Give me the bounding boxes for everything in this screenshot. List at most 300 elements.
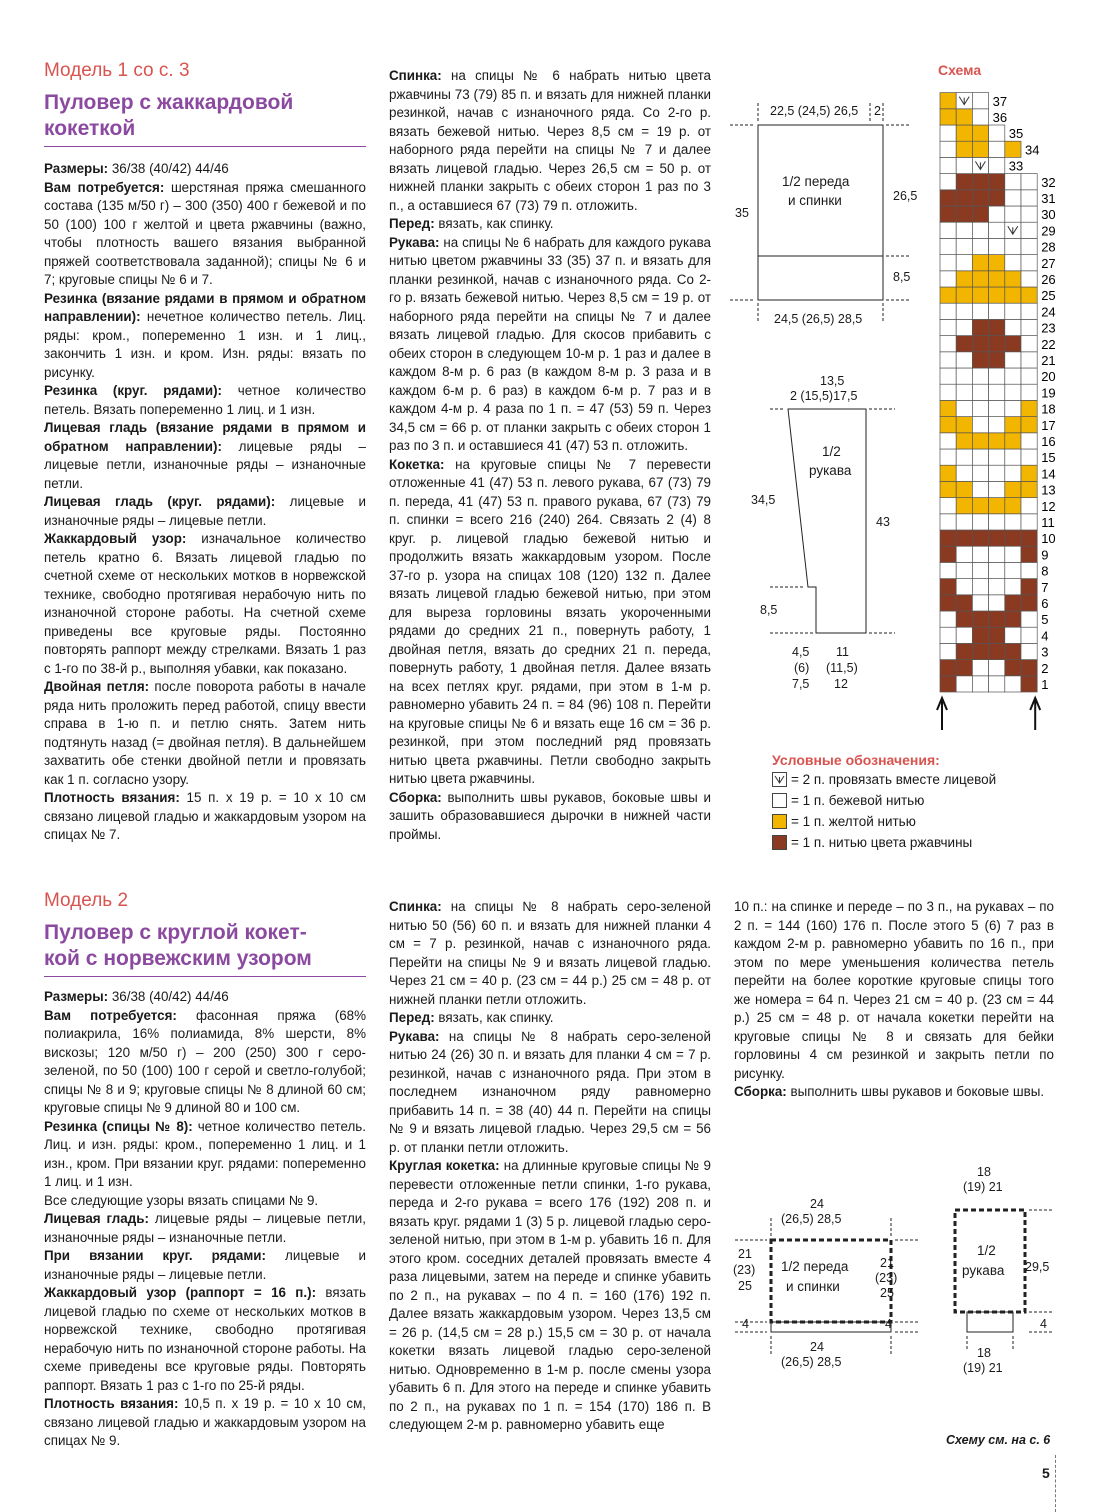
rust-swatch [772,835,787,850]
chart-cell [1005,676,1021,692]
paragraph-heading: Резинка (вязание рядами в прямом и обратном направлении): [44,290,366,324]
chart-cell [1021,481,1037,497]
chart-cell [1021,676,1037,692]
chart-cell [956,141,972,157]
chart-row-number: 8 [1041,563,1049,579]
chart-cell [956,660,972,676]
chart-cell [956,514,972,530]
chart-cell [989,433,1005,449]
legend-title: Условные обозначения: [772,752,940,768]
chart-cell [989,530,1005,546]
chart-cell [956,481,972,497]
chart-cell [1005,465,1021,481]
chart-cell [1021,206,1037,222]
m2-sleeve-top-2: (19) 21 [963,1180,1003,1194]
repeat-arrow-icon [937,698,947,730]
m2-sleeve-right-4: 4 [1040,1317,1047,1331]
chart-cell [956,627,972,643]
chart-cell [956,336,972,352]
chart-cell [972,238,988,254]
paragraph-heading: Перед: [389,1010,435,1025]
paragraph-text: нечетное количество петель. Лиц. ряды: кром., попеременно 1 изн. и 1 лиц., закончить 1 изн. и кром. Изн. ряды: вязать по рисунку. [44,309,366,380]
chart-cell [1021,303,1037,319]
paragraph-text: 36/38 (40/42) 44/46 [108,161,229,176]
chart-row-number: 7 [1041,579,1049,595]
chart-cell [940,514,956,530]
sleeve-top-1: 13,5 [820,374,845,388]
chart-cell [940,417,956,433]
chart-cell [1005,627,1021,643]
model2-title-line1: Пуловер с круглой кокет- [44,921,307,944]
paragraph [44,1247,366,1284]
chart-cell [1021,627,1037,643]
chart-cell [940,336,956,352]
chart-cell [989,595,1005,611]
chart-cell [989,400,1005,416]
chart-cell [940,93,956,109]
chart-cell [989,481,1005,497]
paragraph-text: вязать, как спинку. [434,216,554,231]
chart-cell [940,222,956,238]
paragraph-text: изначальное количество петель кратно 6. Вязать лицевой гладью по счетной схеме от нескольких мотков в норвежской технике, свободно протягивая нерабочую нить по изнаночной стороне работы. На счетной схеме приведены все круговые ряды. Постоянно повторять раппорт между стрелками. Вязать 1 раз с 1-го по 38-й р., выполняя убавки, как показано. [44,531,366,676]
chart-cell [956,546,972,562]
paragraph-heading: Плотность вязания: [44,1396,179,1411]
chart-cell [989,125,1005,141]
chart-cell [989,303,1005,319]
chart-cell [1021,352,1037,368]
chart-cell [940,157,956,173]
model1-number: Модель 1 со с. 3 [44,60,190,81]
paragraph-heading: Двойная петля: [44,679,150,694]
chart-cell [940,303,956,319]
chart-cell [989,384,1005,400]
chart-cell [972,546,988,562]
paragraph [389,1009,711,1028]
chart-cell [972,384,988,400]
chart-cell [1021,595,1037,611]
chart-cell [1005,643,1021,659]
paragraph [44,1284,366,1395]
sleeve-bottom-2b: (11,5) [826,661,858,675]
m2-sleeve-bottom-1: 18 [977,1346,991,1360]
chart-cell [972,465,988,481]
m2-body-bottom-2: (26,5) 28,5 [781,1355,842,1369]
chart-cell [972,530,988,546]
chart-cell [956,611,972,627]
chart-cell [956,238,972,254]
paragraph-heading: Сборка: [389,789,442,805]
chart-cell [1021,514,1037,530]
chart-cell [989,627,1005,643]
chart-cell [956,222,972,238]
chart-cell [972,352,988,368]
chart-cell [989,174,1005,190]
chart-cell [1005,336,1021,352]
chart-cell [1005,174,1021,190]
paragraph-text: лицевые ряды – лицевые петли, изнаночные ряды – изнаночные петли. [44,1211,366,1245]
chart-cell [940,627,956,643]
chart-cell [989,287,1005,303]
sleeve-label-2: рукава [809,463,852,478]
paragraph-text: на спицы № 6 набрать для каждого рукава нитью цветом ржавчины 33 (35) 37 п. и вязать для планки резинкой, начав с изнаночного ряда. Со 2-го р. вязать бежевой нитью. Через 8,5 см = 19 р. от наборного ряда перейти на спицы № 7 и далее вязать лицевой гладью. Для скосов прибавить с обеих сторон в следующем 10-м р. 1 раз и далее в каждом 8-м р. 6 раз (в каждом 8-м р. 3 раза и в каждом 6-м р. 6 раз) в каждом 6-м р. 7 раз и в каждом 4-м р. 4 раза по 1 п. = 47 (53) 59 п. Через 34,5 см = 66 р. от планки закрыть с обеих сторон 1 раз по 3 п. и оставшиеся 41 (47) 53 п. отложить. [389,234,711,453]
m2-body-left-3: 25 [738,1279,752,1293]
paragraph [44,290,366,383]
chart-cell [940,579,956,595]
chart-cell [989,141,1005,157]
chart-row-number: 36 [992,110,1008,125]
model1-body-diagram [730,95,930,340]
chart-cell [989,546,1005,562]
chart-cell [972,562,988,578]
paragraph [389,67,711,215]
decrease-symbol-icon [772,772,787,787]
model1-column2 [389,67,711,844]
chart-cell [972,643,988,659]
chart-cell [956,498,972,514]
model2-title [44,920,366,977]
chart-cell [972,93,988,109]
chart-cell [1021,222,1037,238]
chart-cell [1021,336,1037,352]
chart-cell [1021,465,1037,481]
m2-sleeve-top-1: 18 [977,1165,991,1179]
chart-cell [940,271,956,287]
chart-title: Схема [938,62,982,78]
chart-cell [1005,141,1021,157]
chart-cell [1005,352,1021,368]
chart-cell [972,206,988,222]
chart-cell [956,384,972,400]
chart-cell [940,319,956,335]
chart-cell [972,222,988,238]
chart-cell [940,190,956,206]
chart-cell [1005,271,1021,287]
chart-cell [1005,660,1021,676]
chart-cell [1021,384,1037,400]
chart-cell [940,287,956,303]
m2-body-left-2: (23) [733,1263,756,1277]
paragraph-heading: Кокетка: [389,456,445,472]
paragraph-text: четное количество петель. Лиц. и изн. ряды: кром., попеременно 1 лиц. и 1 изн., кром. При вязании круг. рядами: попеременно 1 лиц. и 1 изн. [44,1118,366,1189]
legend-decrease-label: = 2 п. провязать вместе лицевой [791,772,997,787]
chart-cell [940,238,956,254]
chart-cell [956,174,972,190]
legend-rust [772,835,972,850]
chart-cell [972,174,988,190]
chart-cell [1005,481,1021,497]
legend-beige [772,793,924,808]
chart-cell [989,465,1005,481]
chart-row-number: 14 [1041,466,1056,482]
chart-row-number: 20 [1041,369,1056,385]
chart-cell [989,206,1005,222]
chart-cell [972,287,988,303]
paragraph [44,160,366,179]
chart-cell [989,222,1005,238]
body-outline [758,125,883,300]
chart-cell [956,368,972,384]
body-top-small: 2 [874,104,881,118]
chart-cell [1005,449,1021,465]
model2-column3 [734,898,1054,1102]
chart-cell [989,336,1005,352]
chart-cell [940,141,956,157]
chart-cell [989,562,1005,578]
sleeve-outline [788,409,866,633]
chart-cell [940,368,956,384]
chart-cell [1021,433,1037,449]
chart-cell [972,595,988,611]
chart-cell [989,190,1005,206]
chart-row-number: 11 [1041,515,1055,530]
chart-cell [989,579,1005,595]
chart-cell [1005,595,1021,611]
paragraph [44,789,366,845]
chart-row-number: 2 [1041,660,1049,676]
paragraph-heading: Плотность вязания: [44,790,180,805]
chart-cell [956,643,972,659]
paragraph [44,382,366,419]
chart-cell [972,303,988,319]
chart-cell [972,319,988,335]
jacquard-chart [930,80,1070,740]
model1-column1 [44,160,366,845]
chart-cell [956,433,972,449]
m2-body-left-1: 21 [738,1247,752,1261]
chart-cell [1021,611,1037,627]
m2-sleeve-bottom-2: (19) 21 [963,1361,1003,1375]
paragraph [389,215,711,234]
chart-cell [940,174,956,190]
chart-cell [1005,287,1021,303]
m2-body-label-1: 1/2 переда [781,1259,849,1274]
model2-column2 [389,898,711,1435]
paragraph-text: на длинные круговые спицы № 9 перевести отложенные петли спинки, 1-го рукава, переда и 2-го рукава = всего 176 (192) 208 п. и вязать круг. рядами 1 (3) 5 р. лицевой гладью серо-зеленой нитью, при этом в 1-м р. убавить 16 п. Для этого кром. соседних деталей провязать вместе 4 раза лицевыми, затем на переде и спинке убавить по 2 п., на рукавах – по 4 п. = 160 (176) 192 п. Далее вязать жаккардовым узором. Через 13,5 см = 26 р. (14,5 см = 28 р.) 15,5 см = 30 р. от начала кокетки вязать лицевой гладью серо-зеленой нитью. Одновременно в 1-м р. после смены узора убавить 6 п. Для этого на переде и спинке убавить по 2 п., на рукавах по 1 п. = 154 (170) 186 п. В следующем 2-м р. равномерно убавить еще [389,1158,711,1432]
chart-cell [956,125,972,141]
sleeve-left-2: 8,5 [760,603,778,617]
chart-cell [1005,417,1021,433]
chart-cell [956,465,972,481]
chart-cell [1021,579,1037,595]
chart-cell [1021,319,1037,335]
chart-row-number: 21 [1041,353,1056,368]
paragraph [44,179,366,290]
chart-cell [1021,255,1037,271]
chart-cell [956,319,972,335]
paragraph [389,456,711,789]
chart-cell [989,157,1005,173]
chart-cell [1021,660,1037,676]
chart-cell [940,400,956,416]
paragraph [389,1157,711,1435]
chart-cell [972,125,988,141]
chart-cell [972,660,988,676]
paragraph-heading: Рукава: [389,234,440,250]
paragraph-heading: Жаккардовый узор (раппорт = 16 п.): [44,1285,317,1300]
chart-cell [1005,368,1021,384]
sleeve-right: 43 [876,515,890,529]
chart-cell [972,627,988,643]
m2-sleeve-label-1: 1/2 [977,1243,996,1258]
model1-title-line2: кокеткой [44,117,136,140]
chart-cell [1005,611,1021,627]
m2-sleeve-label-2: рукава [962,1263,1005,1278]
chart-cell [972,611,988,627]
paragraph [44,678,366,789]
m2-body-right-1: 21 [880,1256,894,1270]
chart-cell [972,514,988,530]
paragraph-text: 10,5 п. х 19 р. = 10 х 10 см, связано лицевой гладью и жаккардовым узором на спицах № 9. [44,1396,367,1448]
chart-cell [1005,400,1021,416]
chart-cell [1021,643,1037,659]
chart-cell [972,417,988,433]
chart-cell [940,481,956,497]
model1-title-line1: Пуловер с жаккардовой [44,91,294,114]
chart-row-number: 19 [1041,385,1056,401]
chart-cell [956,562,972,578]
chart-cell [989,417,1005,433]
paragraph-heading: Лицевая гладь (вязание рядами в прямом и обратном направлении): [44,420,366,454]
sleeve-top-2: 2 (15,5)17,5 [790,389,858,403]
legend-rust-label: = 1 п. нитью цвета ржавчины [791,835,973,850]
paragraph-heading: Спинка: [389,68,442,83]
chart-row-number: 12 [1041,498,1056,514]
model2-title-line2: кой с норвежским узором [44,947,312,970]
m2-body-bottom-1: 24 [810,1340,824,1354]
paragraph-heading: Размеры: [44,161,109,176]
m2-body-left-4: 4 [742,1317,749,1331]
chart-cell [972,481,988,497]
chart-cell [972,449,988,465]
chart-cell [989,449,1005,465]
chart-cell [1005,255,1021,271]
chart-cell [940,611,956,627]
chart-row-number: 1 [1041,677,1049,692]
chart-row-number: 18 [1041,401,1056,417]
model2-number: Модель 2 [44,890,129,911]
paragraph-heading: Рукава: [389,1028,440,1044]
legend-decrease [772,772,996,787]
paragraph-text: Все следующие узоры вязать спицами № 9. [44,1192,319,1208]
chart-cell [1021,174,1037,190]
yellow-swatch [772,814,787,829]
paragraph-heading: Лицевая гладь (круг. рядами): [44,494,276,509]
chart-row-number: 25 [1041,288,1056,304]
chart-row-number: 33 [1008,158,1024,174]
paragraph-text: выполнить швы рукавов, боковые швы и зашить образовавшиеся дырочки в нижней части проймы. [389,789,711,842]
chart-row-number: 4 [1041,628,1049,644]
chart-cell [1005,303,1021,319]
chart-cell [989,611,1005,627]
body-label-line1: 1/2 переда [782,174,850,189]
chart-cell [956,206,972,222]
paragraph-text: на спицы № 6 набрать нитью цвета ржавчины 73 (79) 85 п. и вязать для нижней планки резинкой, начав с изнаночного ряда. Со 2-го р. вязать бежевой нитью. Через 8,5 см = 19 р. от наборного ряда перейти на спицы № 7 и далее вязать лицевой гладью. Через 26,5 см = 50 р. от нижней планки закрыть с обеих сторон 1 раз по 3 п., а оставшиеся 67 (73) 79 п. отложить. [389,68,711,213]
chart-cell [989,255,1005,271]
m2-body-top-2: (26,5) 28,5 [781,1212,842,1226]
paragraph-heading: Вам потребуется: [44,179,165,195]
chart-row-number: 17 [1041,417,1056,433]
body-label-line2: и спинки [788,193,842,208]
sleeve-bottom-1c: 7,5 [792,677,810,691]
paragraph-heading: Жаккардовый узор: [44,531,187,546]
chart-row-number: 23 [1041,320,1056,336]
chart-row-number: 15 [1041,450,1056,466]
sleeve-left-1: 34,5 [751,493,776,507]
chart-cell [956,579,972,595]
repeat-arrow-icon [1030,698,1040,730]
paragraph-heading: Резинка (круг. рядами): [44,383,223,398]
paragraph-text: шерстяная пряжа смешанного состава (135 м/50 г) – 300 (350) 400 г бежевой и по 50 (100) 100 г желтой и цвета ржавчины (важно, чтобы плотность вашего вязания выбранной пряжей соответствовала заданной); спицы № 6 и 7; круговые спицы № 6 и 7. [44,179,366,287]
chart-row-number: 30 [1041,207,1056,223]
chart-cell [989,319,1005,335]
paragraph [389,1028,711,1158]
chart-cell [1021,498,1037,514]
chart-cell [940,562,956,578]
paragraph [44,530,366,678]
chart-cell [972,190,988,206]
chart-cell [956,530,972,546]
paragraph-text: на спицы № 8 набрать серо-зеленой нитью 24 (26) 30 п. и вязать для планки 4 см = 7 р. резинкой, начав с изнаночного ряда. При этом в последнем изнаночном ряду равномерно прибавить 14 п. = 38 (40) 44 п. Перейти на спицы № 9 и вязать лицевой гладью. Через 29,5 см = 56 р. от планки петли отложить. [389,1028,711,1155]
body-top-width: 22,5 (24,5) 26,5 [770,104,859,118]
chart-row-number: 22 [1041,336,1056,352]
chart-cell [1005,433,1021,449]
chart-cell [989,352,1005,368]
body-right-height1: 26,5 [893,189,918,203]
chart-cell [1005,238,1021,254]
chart-cell [940,546,956,562]
chart-row-number: 27 [1041,255,1056,271]
legend-yellow [772,814,916,829]
chart-cell [956,190,972,206]
paragraph-text: четное количество петель. Вязать попеременно 1 лиц. и 1 изн. [44,383,366,417]
chart-cell [956,255,972,271]
paragraph-text: 36/38 (40/42) 44/46 [108,989,229,1004]
sleeve-label-1: 1/2 [822,444,841,459]
chart-cell [972,336,988,352]
chart-row-number: 6 [1041,596,1049,611]
paragraph-heading: Круглая кокетка: [389,1158,500,1173]
chart-cell [956,157,972,173]
chart-cell [956,449,972,465]
chart-row-number: 26 [1041,272,1056,287]
chart-row-number: 31 [1041,191,1056,206]
chart-cell [940,498,956,514]
chart-cell [956,352,972,368]
chart-cell [1005,514,1021,530]
chart-cell [940,206,956,222]
chart-cell [1021,417,1037,433]
sleeve-bottom-2c: 12 [834,677,848,691]
chart-cell [972,676,988,692]
chart-cell [989,498,1005,514]
chart-cell [989,676,1005,692]
legend-beige-label: = 1 п. бежевой нитью [791,793,925,808]
paragraph-text: на спицы № 8 набрать серо-зеленой нитью 50 (56) 60 п. и вязать для нижней планки 4 см = 7 р. резинкой, начав с изнаночного ряда. Перейти на спицы № 9 и вязать лицевой гладью. Через 21 см = 40 р. (23 см = 44 р.) 25 см = 48 р. от нижней планки петли отложить. [389,899,711,1007]
chart-cell [940,643,956,659]
model1-title [44,90,366,147]
paragraph [734,898,1054,1083]
chart-cell [940,255,956,271]
sleeve-bottom-1a: 4,5 [792,645,810,659]
paragraph-heading: Лицевая гладь: [44,1211,149,1226]
chart-cell [1005,530,1021,546]
paragraph-text: лицевые ряды – лицевые петли, изнаночные ряды – изнаночные петли. [44,438,366,491]
chart-cell [1021,546,1037,562]
chart-cell [1021,287,1037,303]
chart-cell [972,141,988,157]
paragraph [44,1395,366,1451]
paragraph-text: на круговые спицы № 7 перевести отложенные 41 (47) 53 п. левого рукава, 67 (73) 79 п. переда, 41 (47) 53 п. правого рукава, 67 (73) 79 п. спинки = всего 216 (240) 264. Связать 2 (4) 8 круг. р. лицевой гладью бежевой нитью и продолжить вязать жаккардовым узором. После 37-го р. узора на спицах 108 (120) 132 п. Далее вязать лицевой гладью бежевой нитью, при этом для выреза горловины вязать укороченными рядами до средних 21 п., повернуть работу, 1 двойная петля, вязать до средних 21 п. переда, повернуть работу, 1 двойная петля. Далее вязать на всех петлях круг. рядами, при этом в 1-м р. равномерно убавить 24 п. = 84 (96) 108 п. Перейти на круговые спицы № 6 и вязать еще 16 см = 36 р. резинкой, при этом последний ряд провязать нитью цвета ржавчины. Петли свободно закрыть нитью цвета ржавчины. [389,456,711,786]
